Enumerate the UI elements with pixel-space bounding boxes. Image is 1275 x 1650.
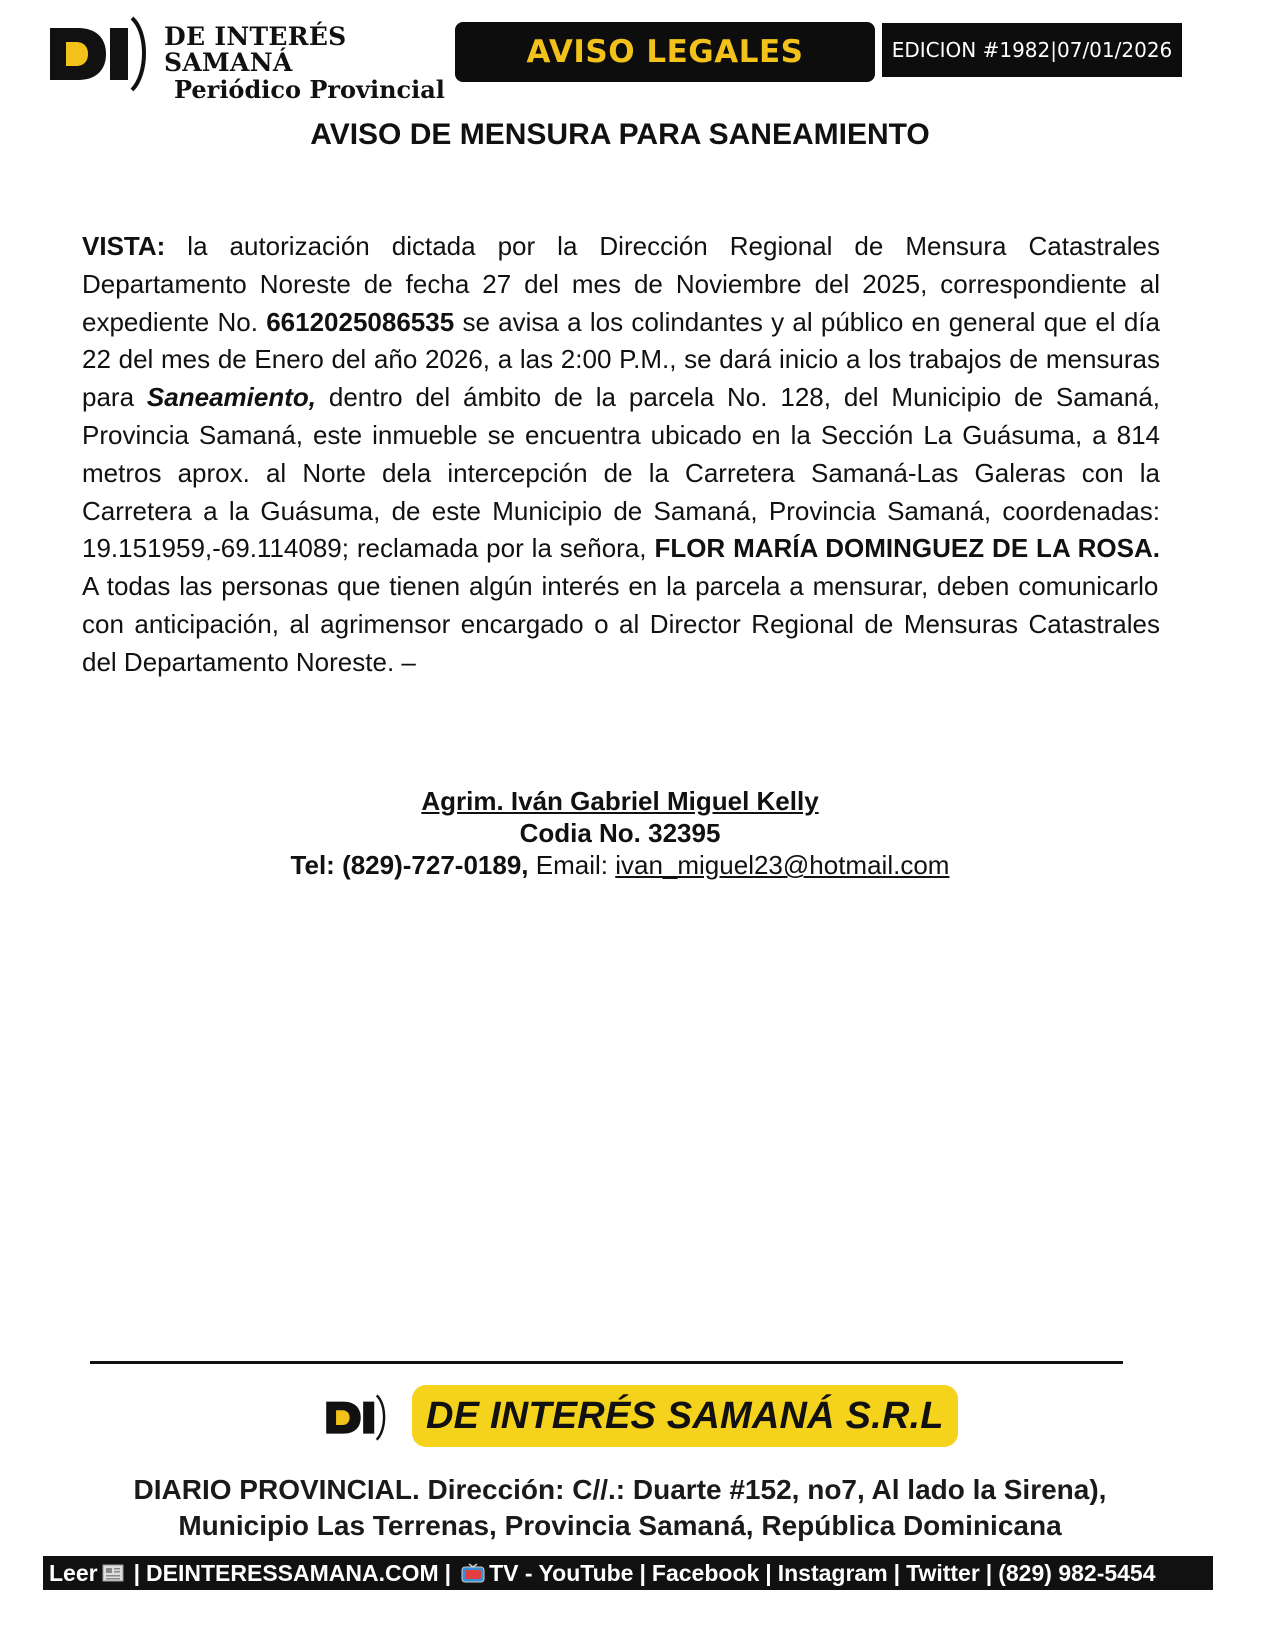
separator: | bbox=[893, 1559, 901, 1586]
notice-body bbox=[82, 228, 1160, 682]
di-logo-icon bbox=[48, 14, 152, 92]
separator: | bbox=[444, 1559, 452, 1586]
signature-block bbox=[0, 785, 1240, 881]
vista-lead: VISTA: bbox=[82, 231, 166, 261]
footer-divider bbox=[90, 1361, 1123, 1364]
surveyor-name: Agrim. Iván Gabriel Miguel Kelly bbox=[421, 786, 819, 816]
facebook-link[interactable]: Facebook bbox=[651, 1559, 760, 1586]
separator: | bbox=[765, 1559, 772, 1586]
tv-icon bbox=[461, 1563, 485, 1583]
instagram-link[interactable]: Instagram bbox=[777, 1559, 888, 1586]
newspaper-icon bbox=[102, 1564, 124, 1582]
separator: | bbox=[133, 1559, 141, 1586]
masthead-line2: Periódico Provincial bbox=[174, 74, 445, 104]
address-line1: DIARIO PROVINCIAL. Dirección: C//.: Duarte #152, no7, Al lado la Sirena), bbox=[133, 1474, 1107, 1505]
codia-number: Codia No. 32395 bbox=[519, 818, 721, 848]
body-part-d: A todas las personas que tienen algún interés en la parcela a mensurar, deben comunicarlo con anticipación, al agrimensor encargado o al Director Regional de Mensuras Catastrales del Departamento Noreste. – bbox=[82, 571, 1160, 677]
contact-line bbox=[0, 849, 1240, 881]
footer-logo bbox=[318, 1383, 958, 1453]
claimant-name: FLOR MARÍA DOMINGUEZ DE LA ROSA. bbox=[654, 533, 1160, 564]
social-bar bbox=[43, 1556, 1213, 1590]
body-part-a: la autorización dictada por la Dirección Regional de Mensura Catastrales Departamento Noreste de fecha 27 del mes de Noviembre del 2025, correspondiente al expediente No. bbox=[82, 231, 1160, 337]
website-link[interactable]: DEINTERESSAMANA.COM bbox=[146, 1559, 439, 1586]
email-link[interactable]: ivan_miguel23@hotmail.com bbox=[615, 850, 950, 880]
body-part-c: dentro del ámbito de la parcela No. 128, del Municipio de Samaná, Provincia Samaná, este inmueble se encuentra ubicado en la Sección La Guásuma, a 814 metros aprox. al Norte dela intercepción de la Carretera Samaná-Las Galeras con la Carretera a la Guásuma, de este Municipio de Samaná, Provincia Samaná, coordenadas: 19.151959,-69.114089; reclamada por la señora, bbox=[82, 382, 1160, 564]
section-label: AVISO LEGALES bbox=[526, 34, 804, 70]
edition-label: EDICION #1982|07/01/2026 bbox=[891, 38, 1173, 62]
footer-brand-pill bbox=[412, 1385, 958, 1447]
masthead-logo bbox=[48, 14, 448, 104]
phone-number[interactable]: (829) 982-5454 bbox=[998, 1559, 1156, 1586]
separator: | bbox=[639, 1559, 646, 1586]
footer-di-logo-icon bbox=[318, 1393, 396, 1441]
footer-address bbox=[0, 1472, 1240, 1544]
telephone: Tel: (829)-727-0189, bbox=[290, 850, 529, 880]
leer-label[interactable]: Leer bbox=[49, 1559, 98, 1586]
separator: | bbox=[985, 1559, 993, 1586]
address-line2: Municipio Las Terrenas, Provincia Samaná, República Dominicana bbox=[178, 1510, 1062, 1541]
section-banner bbox=[455, 22, 875, 82]
masthead-line1: DE INTERÉS SAMANÁ bbox=[164, 22, 347, 78]
masthead-title bbox=[164, 24, 448, 102]
edition-banner bbox=[882, 23, 1182, 77]
survey-type: Saneamiento, bbox=[146, 382, 316, 413]
tv-youtube-link[interactable]: TV - YouTube bbox=[489, 1559, 634, 1586]
footer-brand-name: DE INTERÉS SAMANÁ S.R.L bbox=[426, 1394, 944, 1437]
email-label: Email: bbox=[528, 850, 616, 880]
page-header bbox=[0, 0, 1275, 104]
body-part-b: se avisa a los colindantes y al público en general que el día 22 del mes de Enero del año 2026, a las 2:00 P.M., se dará inicio a los trabajos de mensuras para bbox=[82, 306, 1160, 413]
expediente-number: 6612025086535 bbox=[266, 306, 455, 337]
twitter-link[interactable]: Twitter bbox=[906, 1559, 980, 1586]
notice-title: AVISO DE MENSURA PARA SANEAMIENTO bbox=[310, 118, 930, 151]
